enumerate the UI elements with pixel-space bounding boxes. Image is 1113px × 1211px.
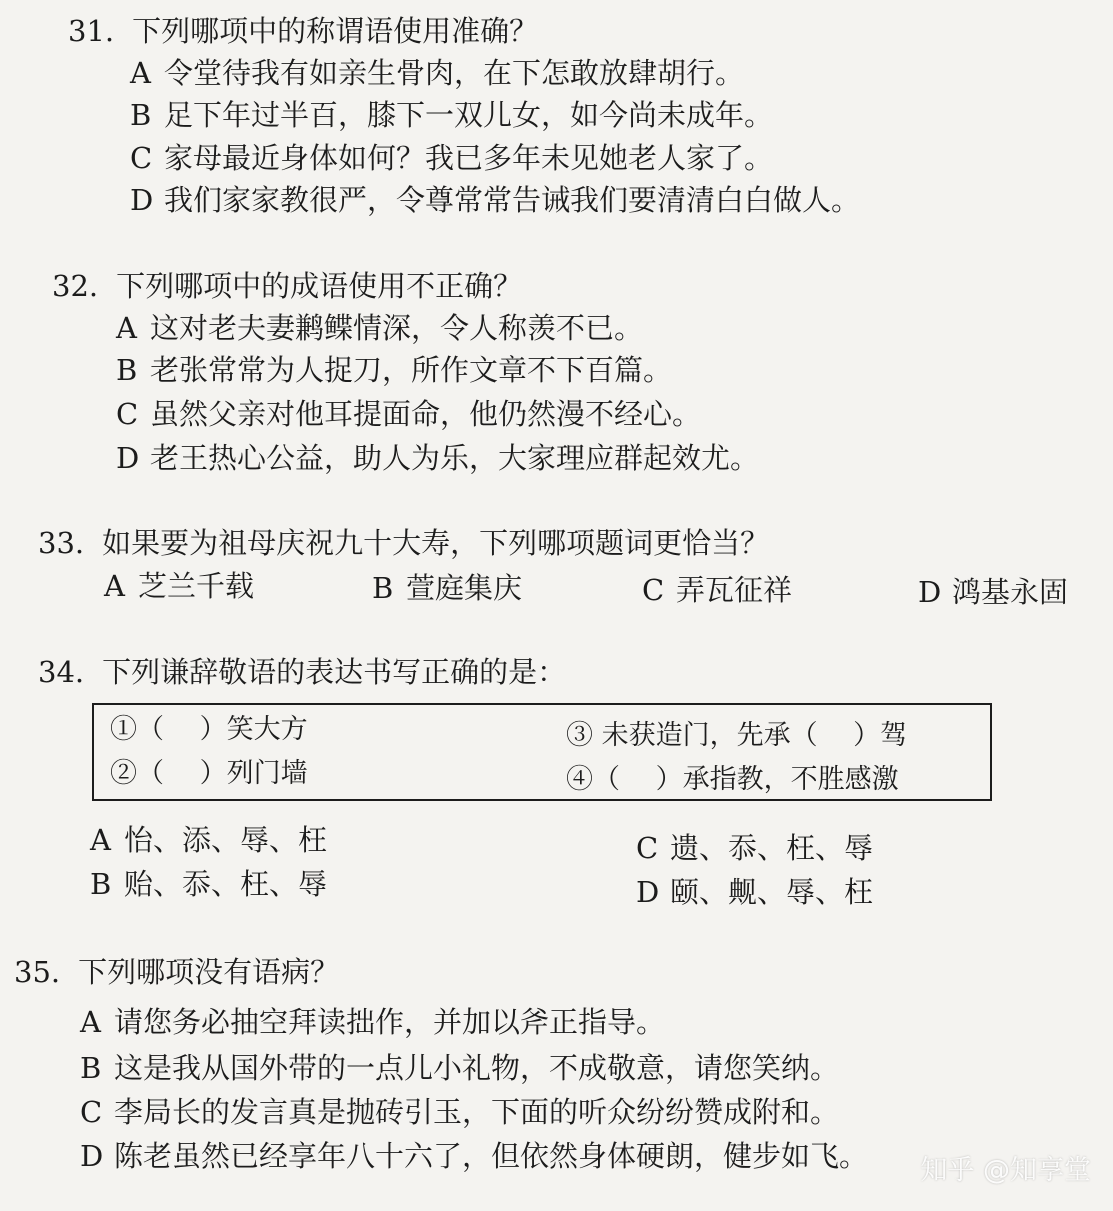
option-text: 请您务必抽空拜读拙作，并加以斧正指导。 xyxy=(114,1005,666,1039)
box-item-1: ①（ ）笑大方 xyxy=(110,714,308,745)
option-35-a[interactable] xyxy=(80,1004,665,1040)
watermark: 知乎 @知享堂 xyxy=(920,1155,1091,1186)
option-32-b[interactable] xyxy=(116,352,672,388)
option-33-c[interactable] xyxy=(642,572,792,608)
option-text: 令堂待我有如亲生骨肉，在下怎敢放肆胡行。 xyxy=(164,56,745,90)
option-33-b[interactable] xyxy=(372,570,522,606)
question-32 xyxy=(52,268,522,304)
option-text: 这是我从国外带的一点儿小礼物，不成敬意，请您笑纳。 xyxy=(114,1051,840,1085)
option-letter: A xyxy=(116,311,137,345)
option-32-d[interactable] xyxy=(116,440,759,476)
option-text: 老王热心公益，助人为乐，大家理应群起效尤。 xyxy=(150,441,760,475)
option-letter: C xyxy=(130,141,153,175)
option-text: 李局长的发言真是抛砖引玉，下面的听众纷纷赞成附和。 xyxy=(114,1095,840,1129)
option-33-a[interactable] xyxy=(104,568,254,604)
option-31-d[interactable] xyxy=(130,182,860,218)
option-text: 芝兰千载 xyxy=(138,569,255,603)
option-text: 陈老虽然已经享年八十六了，但依然身体硬朗，健步如飞。 xyxy=(114,1139,869,1173)
option-letter: C xyxy=(116,397,139,431)
option-35-b[interactable] xyxy=(80,1050,839,1086)
option-34-d[interactable] xyxy=(636,874,873,910)
option-32-a[interactable] xyxy=(116,310,643,346)
option-text: 足下年过半百，膝下一双儿女，如今尚未成年。 xyxy=(164,98,774,132)
option-letter: D xyxy=(130,183,154,217)
option-text: 怡、添、辱、枉 xyxy=(124,823,328,857)
option-31-a[interactable] xyxy=(130,55,744,91)
option-letter: A xyxy=(90,823,111,857)
option-text: 我们家家教很严，令尊常常告诫我们要清清白白做人。 xyxy=(164,183,861,217)
question-number: 35. xyxy=(14,955,61,989)
option-35-d[interactable] xyxy=(80,1138,868,1174)
question-text: 下列哪项中的成语使用不正确？ xyxy=(116,269,523,303)
question-number: 31. xyxy=(68,14,115,48)
option-text: 贻、忝、枉、辱 xyxy=(124,867,328,901)
fill-in-box xyxy=(92,703,992,801)
option-text: 颐、觍、辱、枉 xyxy=(670,875,874,909)
option-32-c[interactable] xyxy=(116,396,701,432)
option-letter: B xyxy=(116,353,138,387)
option-letter: D xyxy=(116,441,140,475)
option-letter: A xyxy=(104,569,125,603)
option-text: 虽然父亲对他耳提面命，他仍然漫不经心。 xyxy=(150,397,702,431)
option-text: 这对老夫妻鹣鲽情深，令人称羡不已。 xyxy=(150,311,644,345)
option-letter: C xyxy=(80,1095,103,1129)
option-35-c[interactable] xyxy=(80,1094,839,1130)
option-letter: D xyxy=(918,575,942,609)
option-letter: B xyxy=(372,571,394,605)
option-34-a[interactable] xyxy=(90,822,327,858)
option-letter: A xyxy=(130,56,151,90)
option-31-b[interactable] xyxy=(130,97,773,133)
box-item-4: ④（ ）承指教，不胜感激 xyxy=(566,764,899,795)
option-letter: D xyxy=(80,1139,104,1173)
question-34 xyxy=(38,654,566,690)
option-34-c[interactable] xyxy=(636,830,873,866)
option-31-c[interactable] xyxy=(130,140,773,176)
option-letter: B xyxy=(90,867,112,901)
option-text: 老张常常为人捉刀，所作文章不下百篇。 xyxy=(150,353,673,387)
question-stem xyxy=(38,525,769,561)
question-text: 如果要为祖母庆祝九十大寿，下列哪项题词更恰当？ xyxy=(102,526,770,560)
question-stem xyxy=(14,954,339,990)
question-stem xyxy=(68,13,538,49)
question-stem xyxy=(38,654,566,690)
box-item-2: ②（ ）列门墙 xyxy=(110,758,308,789)
option-text: 鸿基永固 xyxy=(952,575,1069,609)
question-text: 下列哪项中的称谓语使用准确？ xyxy=(132,14,539,48)
box-item-3: ③ 未获造门，先承（ ）驾 xyxy=(566,720,908,751)
option-34-b[interactable] xyxy=(90,866,327,902)
option-letter: C xyxy=(636,831,659,865)
option-33-d[interactable] xyxy=(918,574,1068,610)
option-text: 家母最近身体如何？我已多年未见她老人家了。 xyxy=(164,141,774,175)
question-text: 下列谦辞敬语的表达书写正确的是： xyxy=(102,655,567,689)
option-letter: D xyxy=(636,875,660,909)
option-letter: B xyxy=(80,1051,102,1085)
question-31 xyxy=(68,13,538,49)
option-letter: A xyxy=(80,1005,101,1039)
option-letter: B xyxy=(130,98,152,132)
question-text: 下列哪项没有语病？ xyxy=(78,955,340,989)
question-number: 32. xyxy=(52,269,99,303)
option-text: 弄瓦征祥 xyxy=(676,573,793,607)
question-number: 33. xyxy=(38,526,85,560)
question-35 xyxy=(14,954,339,990)
option-text: 遗、忝、枉、辱 xyxy=(670,831,874,865)
option-text: 萱庭集庆 xyxy=(406,571,523,605)
question-stem xyxy=(52,268,522,304)
option-letter: C xyxy=(642,573,665,607)
question-number: 34. xyxy=(38,655,85,689)
question-33 xyxy=(38,525,769,561)
